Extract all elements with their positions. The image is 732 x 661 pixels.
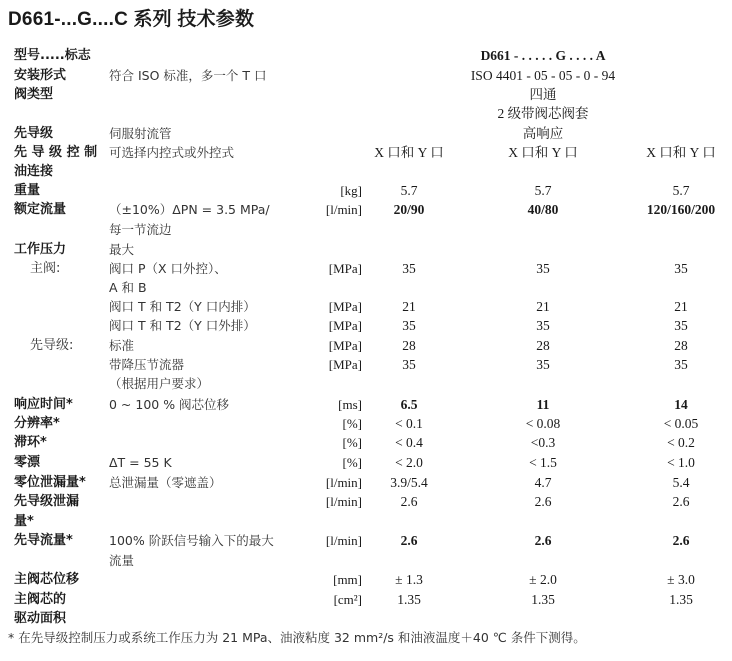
unit: [MPa]: [328, 299, 362, 314]
row-workpressure: [0, 240, 732, 260]
row-pilotflow-cont: [0, 551, 732, 571]
row-desc: 标准: [109, 338, 135, 353]
row-response: 响应时间* 0 ~ 100 % 阀芯位移 [ms] 6.5 11 14: [0, 395, 732, 415]
row-spoolstroke: 主阀芯位移 [mm] ± 1.3 ± 2.0 ± 3.0: [0, 570, 732, 590]
row-label: 响应时间*: [14, 397, 73, 412]
row-desc: 流量: [109, 553, 135, 568]
row-label: 主阀芯的: [14, 592, 67, 607]
row-sublabel: 先导级:: [30, 338, 74, 353]
row-label: 型号.....标志: [14, 48, 91, 63]
row-desc: （±10%）ΔPN = 3.5 MPa/: [109, 202, 270, 217]
row-desc: 总泄漏量（零遮盖）: [109, 475, 222, 490]
row-desc: 最大: [109, 242, 135, 257]
row-model: 型号.....标志 D661 - . . . . . G . . . . A: [0, 46, 732, 66]
row-desc: 每一节流边: [109, 222, 172, 237]
unit: [mm]: [333, 572, 362, 587]
row-label: 主阀芯位移: [14, 572, 80, 587]
row-desc: A 和 B: [109, 280, 147, 295]
row-desc: 符合 ISO 标准，多一个 T 口: [109, 68, 267, 83]
row-label: 工作压力: [14, 242, 67, 257]
row-sublabel: 主阀:: [30, 261, 61, 276]
row-drivearea-cont: [0, 609, 732, 629]
row-pilotconn-cont: [0, 162, 732, 182]
footnote: * 在先导级控制压力或系统工作压力为 21 MPa、油液粘度 32 mm²/s 和油液温度＋40 ℃ 条件下测得。: [8, 630, 586, 645]
unit: [MPa]: [328, 338, 362, 353]
row-label: 分辨率*: [14, 416, 60, 431]
row-ratedflow-cont: [0, 220, 732, 240]
row-drivearea: 主阀芯的 [cm²] 1.35 1.35 1.35: [0, 590, 732, 610]
row-label: 滞环*: [14, 435, 47, 450]
row-pilotleak: 先导级泄漏 [l/min] 2.6 2.6 2.6: [0, 492, 732, 512]
row-desc: 伺服射流管: [109, 126, 172, 141]
row-label: 重量: [14, 183, 41, 198]
row-hysteresis: 滞环* [%] < 0.4 <0.3 < 0.2: [0, 433, 732, 453]
row-label: 阀类型: [14, 87, 54, 102]
row-pilotconn: 先 导 级 控 制 可选择内控式或外控式 X 口和 Y 口 X 口和 Y 口 X 口和 Y 口: [0, 143, 732, 163]
row-desc: 阀口 T 和 T2（Y 口内排）: [109, 299, 256, 314]
row-label: 油连接: [14, 164, 54, 179]
row-weight: 重量 [kg] 5.7 5.7 5.7: [0, 181, 732, 201]
row-desc: 阀口 P（X 口外控）、: [109, 261, 227, 276]
row-desc: 100% 阶跃信号输入下的最大: [109, 533, 274, 548]
row-label: 量*: [14, 514, 34, 529]
row-nullleak: 零位泄漏量* 总泄漏量（零遮盖） [l/min] 3.9/5.4 4.7 5.4: [0, 473, 732, 493]
row-desc: 带降压节流器: [109, 357, 185, 372]
row-label: 先导流量*: [14, 533, 73, 548]
row-label: 零位泄漏量*: [14, 475, 86, 490]
row-label: 额定流量: [14, 202, 67, 217]
row-ratedflow: 额定流量 （±10%）ΔPN = 3.5 MPa/ [l/min] 20/90 40/80 120/160/200: [0, 200, 732, 220]
row-label: 驱动面积: [14, 611, 67, 626]
row-tport-internal: 阀口 T 和 T2（Y 口内排） [MPa] 21 21 21: [0, 297, 732, 317]
row-valvetype-cont: 2 级带阀芯阀套: [497, 106, 589, 121]
unit: [l/min]: [325, 494, 362, 509]
row-label: 先导级: [14, 126, 54, 141]
unit: [MPa]: [328, 318, 362, 333]
row-pilotleak-cont: [0, 512, 732, 532]
row-valvetype: 阀类型 四通: [0, 85, 732, 105]
unit: [MPa]: [328, 357, 362, 372]
unit: [%]: [342, 416, 362, 431]
row-tport-external: 阀口 T 和 T2（Y 口外排） [MPa] 35 35 35: [0, 316, 732, 336]
unit: [l/min]: [325, 533, 362, 548]
row-desc: 阀口 T 和 T2（Y 口外排）: [109, 318, 256, 333]
row-mainvalve: 主阀: 阀口 P（X 口外控）、 [MPa] 35 35 35: [0, 259, 732, 279]
row-pilot: 先导级 伺服射流管 高响应: [0, 124, 732, 144]
row-desc: ΔT = 55 K: [109, 455, 172, 470]
page-title: D661-...G....C 系列 技术参数: [8, 9, 255, 30]
row-desc: （根据用户要求）: [109, 376, 210, 391]
row-install: 安装形式 符合 ISO 标准，多一个 T 口 ISO 4401 - 05 - 05 - 0 - 94: [0, 66, 732, 86]
row-desc: 可选择内控式或外控式: [109, 145, 235, 160]
unit: [l/min]: [325, 475, 362, 490]
unit: [l/min]: [325, 202, 362, 217]
row-label: 零漂: [14, 455, 41, 470]
row-resolution: 分辨率* [%] < 0.1 < 0.08 < 0.05: [0, 414, 732, 434]
row-desc: 0 ~ 100 % 阀芯位移: [109, 397, 230, 412]
unit: [%]: [342, 455, 362, 470]
row-label: 先导级泄漏: [14, 494, 80, 509]
unit: [ms]: [338, 397, 362, 412]
row-label: 先 导 级 控 制: [14, 145, 98, 160]
row-pilotflow: 先导流量* 100% 阶跃信号输入下的最大 [l/min] 2.6 2.6 2.6: [0, 531, 732, 551]
row-label: 安装形式: [14, 68, 67, 83]
row-nulldrift: 零漂 ΔT = 55 K [%] < 2.0 < 1.5 < 1.0: [0, 453, 732, 473]
row-mainvalve-cont: [0, 278, 732, 298]
row-reducer-cont: [0, 374, 732, 394]
unit: [kg]: [340, 183, 362, 198]
row-pilotstage: 先导级: 标准 [MPa] 28 28 28: [0, 336, 732, 356]
unit: [MPa]: [328, 261, 362, 276]
unit: [cm²]: [333, 592, 362, 607]
row-reducer: 带降压节流器 [MPa] 35 35 35: [0, 355, 732, 375]
unit: [%]: [342, 435, 362, 450]
